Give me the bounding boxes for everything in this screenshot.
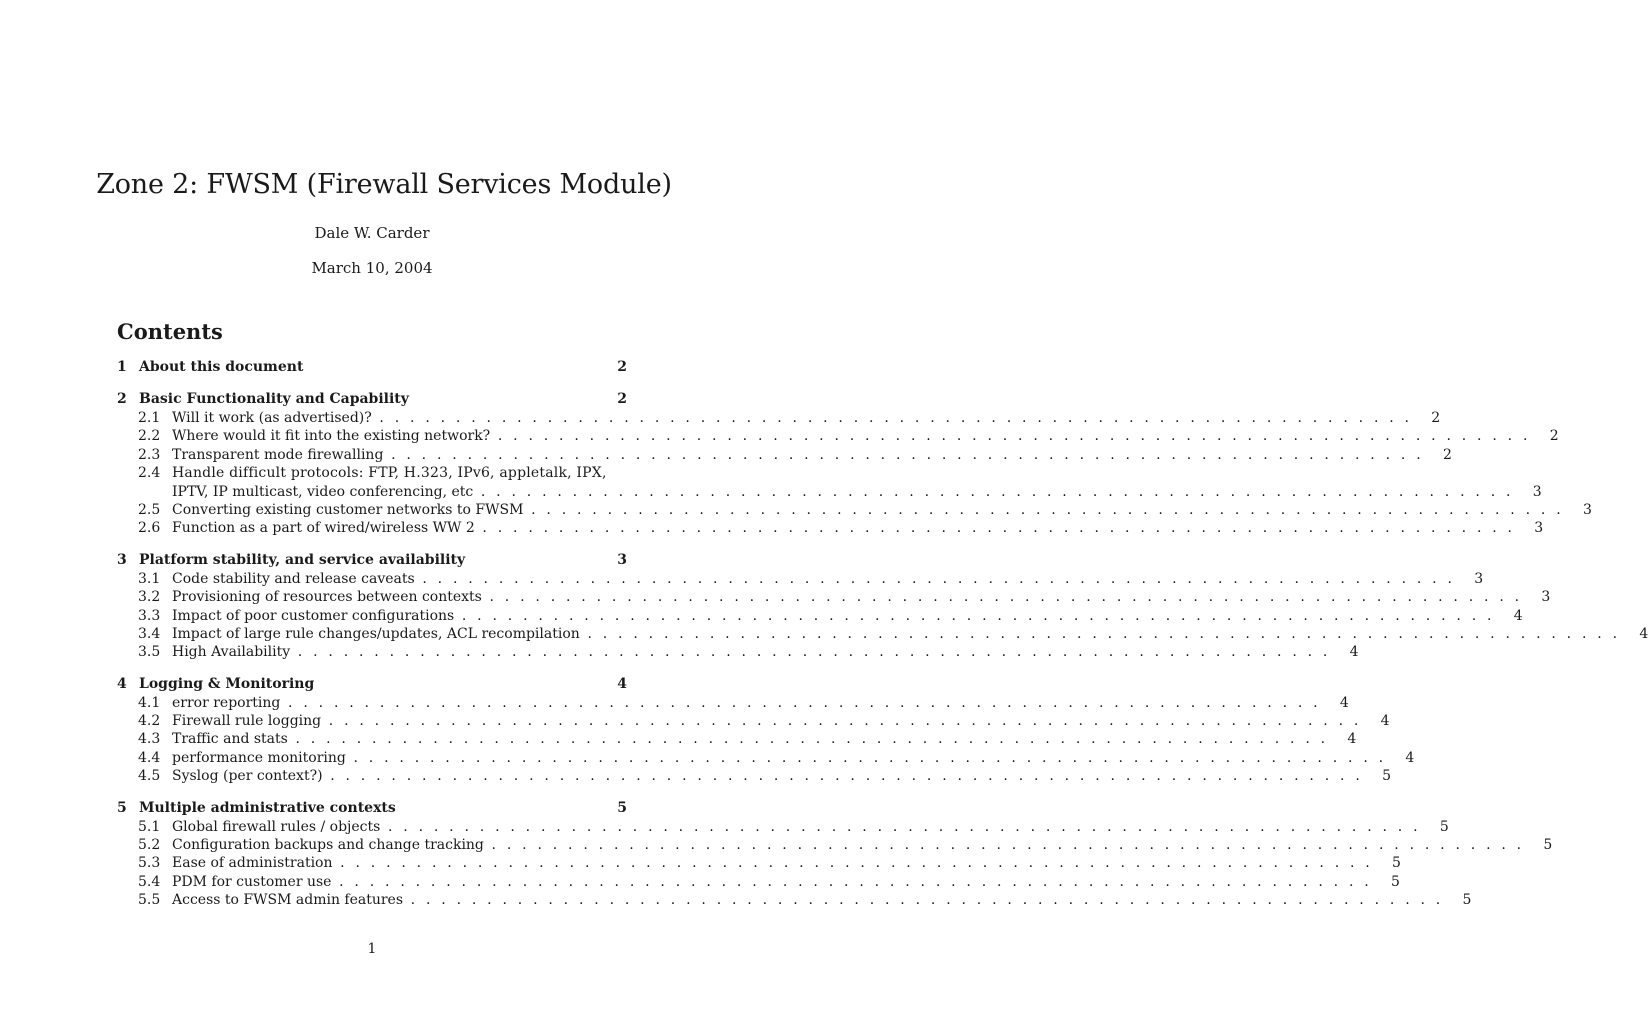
toc-subsection-entry[interactable]	[117, 427, 1559, 445]
section-title: Logging & Monitoring	[139, 675, 315, 692]
subsection-number: 5.4	[138, 873, 161, 890]
subsection-title: Impact of poor customer configurations . . .	[172, 607, 1495, 625]
subsection-title: Traffic and stats . . .	[172, 730, 1328, 748]
toc-subsection-entry[interactable]	[117, 730, 1357, 748]
page-number: 3	[617, 551, 627, 568]
subsection-title: Impact of large rule changes/updates, ACL recompilation . . .	[172, 625, 1620, 643]
section-number: 4	[117, 675, 127, 692]
toc-section-entry[interactable]	[117, 551, 627, 570]
section-number: 2	[117, 391, 127, 407]
subsection-title: High Availability . . .	[172, 643, 1331, 661]
subsection-number: 2.3	[138, 446, 161, 463]
subsection-title: Access to FWSM admin features . . .	[172, 891, 1443, 909]
subsection-number: 5.5	[138, 892, 161, 909]
page-number: 2	[1442, 446, 1452, 463]
toc-section	[117, 390, 1592, 538]
subsection-title: Transparent mode firewalling . . .	[172, 446, 1424, 464]
subsection-number: 3.4	[138, 625, 161, 642]
page-number: 4	[1339, 694, 1349, 711]
subsection-title: Global firewall rules / objects . . .	[172, 818, 1421, 836]
page-number: 2	[617, 391, 627, 407]
subsection-number: 4.4	[138, 749, 161, 766]
section-title: Platform stability, and service availability	[139, 551, 466, 568]
toc-section	[117, 675, 1415, 786]
toc-subsection-entry[interactable]	[117, 767, 1391, 785]
page-number: 3	[1532, 483, 1542, 500]
subsection-number: 5.3	[138, 855, 161, 872]
toc-subsection-entry[interactable]	[117, 501, 1592, 519]
page-number: 4	[1349, 644, 1359, 661]
section-title: Basic Functionality and Capability	[139, 391, 409, 407]
table-of-contents	[117, 358, 1648, 923]
section-title: Multiple administrative contexts	[139, 799, 396, 816]
document-date: March 10, 2004	[311, 259, 433, 277]
subsection-number: 3.2	[138, 589, 161, 606]
toc-subsection-entry[interactable]	[117, 409, 1441, 427]
subsection-number: 3.1	[138, 570, 161, 587]
page-number: 4	[1513, 607, 1523, 624]
subsection-title: performance monitoring . . .	[172, 749, 1386, 767]
subsection-number: 2.1	[138, 410, 161, 426]
toc-subsection-entry[interactable]	[117, 836, 1553, 854]
page-number: 3	[1541, 589, 1551, 606]
subsection-title: PDM for customer use . . .	[172, 873, 1372, 891]
page-number: 4	[1405, 749, 1415, 766]
subsection-number: 2.4	[138, 465, 161, 482]
subsection-number: 2.6	[138, 520, 161, 537]
toc-subsection-entry[interactable]	[117, 607, 1523, 625]
toc-section-entry[interactable]	[117, 799, 627, 818]
page-number: 2	[1549, 428, 1559, 445]
subsection-number: 4.5	[138, 768, 161, 785]
toc-subsection-entry[interactable]	[117, 694, 1349, 712]
toc-section	[117, 551, 1648, 662]
subsection-title-line: IPTV, IP multicast, video conferencing, etc . . .	[172, 483, 1514, 501]
subsection-title: Firewall rule logging . . .	[172, 712, 1362, 730]
page-number: 3	[1474, 570, 1484, 587]
page-number: 5	[1543, 837, 1553, 854]
section-title: About this document	[139, 359, 304, 375]
subsection-number: 5.2	[138, 837, 161, 854]
subsection-title: Converting existing customer networks to FWSM . . .	[172, 501, 1564, 519]
toc-subsection-entry[interactable]	[117, 854, 1401, 872]
toc-subsection-entry[interactable]	[117, 464, 1542, 501]
toc-subsection-entry[interactable]	[117, 446, 1452, 464]
toc-section	[117, 358, 627, 377]
subsection-title: Syslog (per context?) . . .	[172, 767, 1363, 785]
subsection-title-lines	[172, 464, 1542, 501]
toc-section-entry[interactable]	[117, 675, 627, 694]
toc-section-entry[interactable]	[117, 358, 627, 377]
toc-subsection-entry[interactable]	[117, 749, 1415, 767]
page-number: 2	[617, 359, 627, 375]
toc-subsection-entry[interactable]	[117, 625, 1648, 643]
contents-heading: Contents	[117, 319, 223, 344]
page-number: 4	[1380, 713, 1390, 730]
subsection-number: 2.2	[138, 428, 161, 445]
subsection-title: Provisioning of resources between contexts . . .	[172, 588, 1522, 606]
page-number: 4	[617, 675, 627, 692]
toc-section	[117, 799, 1553, 910]
subsection-number: 5.1	[138, 818, 161, 835]
subsection-number: 4.3	[138, 731, 161, 748]
subsection-number: 3.5	[138, 644, 161, 661]
footer-page-number: 1	[367, 941, 377, 957]
section-number: 5	[117, 799, 127, 816]
toc-subsection-entry[interactable]	[117, 519, 1544, 537]
page-number: 3	[1534, 520, 1544, 537]
page-number: 5	[1462, 892, 1472, 909]
page-number: 4	[1347, 731, 1357, 748]
subsection-title: Configuration backups and change tracking . . .	[172, 836, 1524, 854]
toc-subsection-entry[interactable]	[117, 588, 1551, 606]
section-number: 3	[117, 551, 127, 568]
toc-subsection-entry[interactable]	[117, 873, 1400, 891]
subsection-number: 4.1	[138, 694, 161, 711]
subsection-title: Will it work (as advertised)? . . .	[172, 409, 1412, 427]
page-number: 5	[1439, 818, 1449, 835]
toc-subsection-entry[interactable]	[117, 891, 1472, 909]
page-number: 3	[1582, 501, 1592, 518]
subsection-title: Code stability and release caveats . . .	[172, 570, 1455, 588]
subsection-title-line: Handle difficult protocols: FTP, H.323, IPv6, appletalk, IPX,	[172, 465, 607, 482]
subsection-number: 4.2	[138, 713, 161, 730]
toc-subsection-entry[interactable]	[117, 570, 1484, 588]
subsection-title-line-last	[172, 483, 1542, 501]
toc-section-entry[interactable]	[117, 390, 627, 409]
subsection-number: 3.3	[138, 607, 161, 624]
toc-subsection-entry[interactable]	[117, 643, 1359, 661]
toc-subsection-entry[interactable]	[117, 818, 1449, 836]
subsection-title: Function as a part of wired/wireless WW 2 . . .	[172, 519, 1515, 537]
section-number: 1	[117, 359, 127, 375]
page-number: 5	[617, 799, 627, 816]
page-number: 5	[1392, 855, 1401, 872]
page-number: 5	[1382, 768, 1391, 785]
document-title: Zone 2: FWSM (Firewall Services Module)	[96, 169, 672, 200]
document-author: Dale W. Carder	[314, 224, 430, 242]
subsection-number: 2.5	[138, 501, 161, 518]
subsection-title: error reporting . . .	[172, 694, 1321, 712]
toc-subsection-entry[interactable]	[117, 712, 1390, 730]
subsection-title: Where would it fit into the existing network? . . .	[172, 427, 1531, 445]
subsection-title: Ease of administration . . .	[172, 854, 1373, 872]
page-number: 2	[1431, 410, 1441, 426]
page-number: 4	[1639, 625, 1648, 642]
page-number: 5	[1390, 873, 1400, 890]
